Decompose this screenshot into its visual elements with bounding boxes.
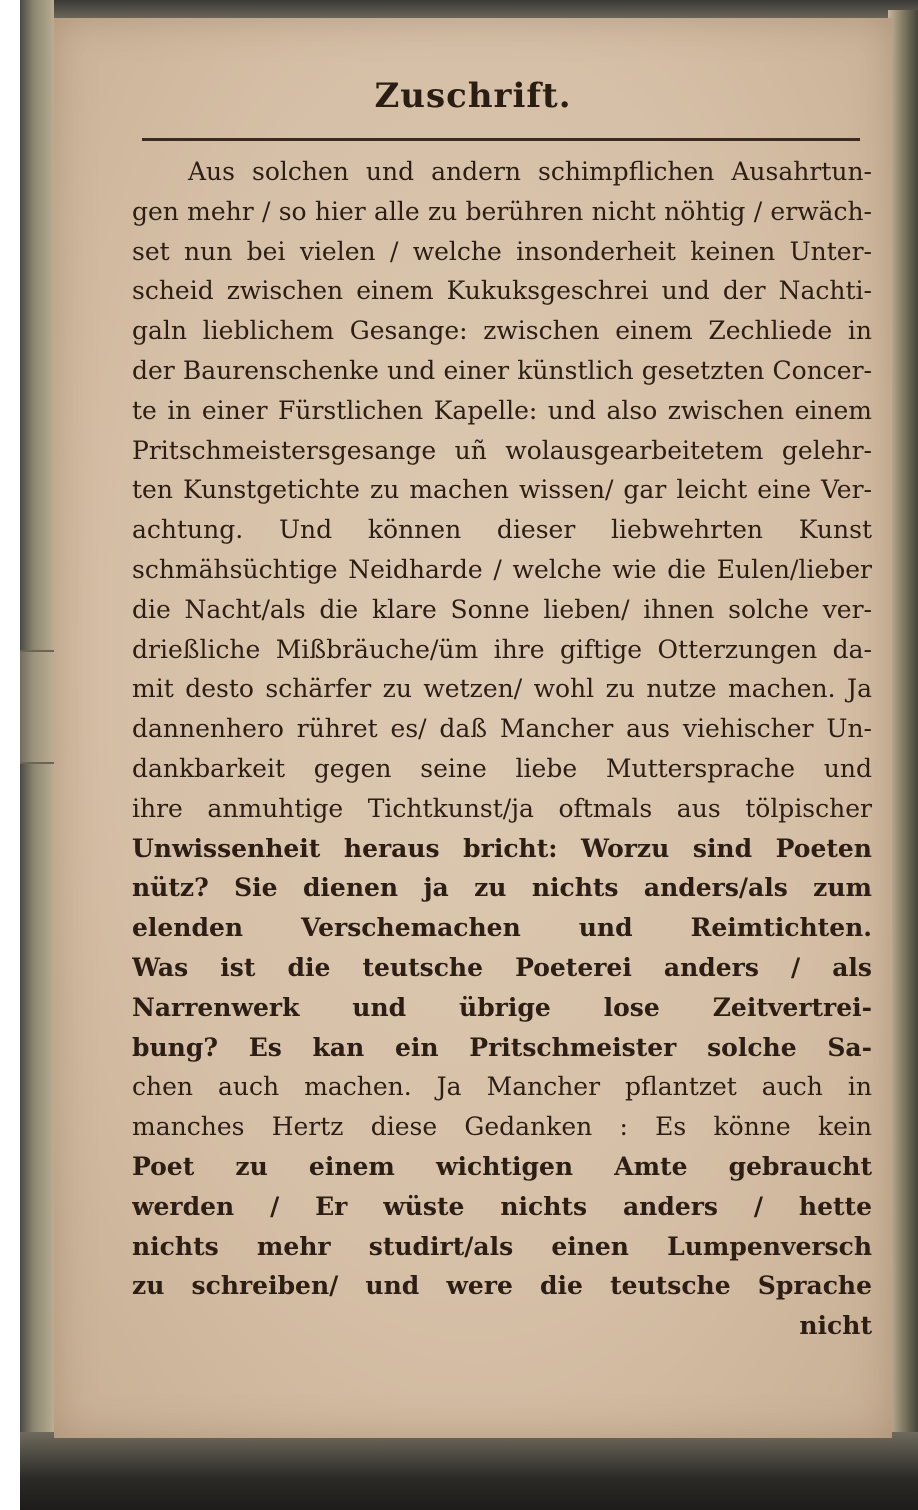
text-line: scheid zwischen einem Kukuksgeschrei und der Nachti- [132,276,872,306]
text-line: ten Kunstgetichte zu machen wissen/ gar leicht eine Ver- [132,475,872,505]
text-line: ihre anmuhtige Tichtkunst/ja oftmals aus tölpischer [132,793,872,823]
page-body-text [132,152,872,1346]
text-line: Pritschmeistersgesange uñ wolausgearbeitetem gelehr- [132,435,872,465]
book-cover-top-edge [20,0,918,18]
text-line: der Baurenschenke und einer künstlich gesetzten Concer- [132,355,872,385]
book-cover-bottom-edge [20,1432,918,1510]
text-line: te in einer Fürstlichen Kapelle: und also zwischen einem [132,395,872,425]
book-page [54,18,892,1438]
book-cover-right-edge [888,10,918,1450]
text-line: manches Hertz diese Gedanken : Es könne kein [132,1112,872,1142]
text-line: Poet zu einem wichtigen Amte gebraucht [132,1151,872,1181]
catchword: nicht [799,1311,872,1341]
text-line: werden / Er wüste nichts anders / hette [132,1191,872,1221]
text-line: nichts mehr studirt/als einen Lumpenversch [132,1231,872,1261]
text-line: zu schreiben/ und were die teutsche Sprache [132,1271,872,1301]
text-line: elenden Verschemachen und Reimtichten. [132,913,872,943]
text-line: chen auch machen. Ja Mancher pflantzet auch in [132,1072,872,1102]
text-line: set nun bei vielen / welche insonderheit keinen Unter- [132,236,872,266]
text-line: galn lieblichem Gesange: zwischen einem Zechliede in [132,316,872,346]
text-line: die Nacht/als die klare Sonne lieben/ ihnen solche ver- [132,594,872,624]
text-line: Unwissenheit heraus bricht: Worzu sind Poeten [132,833,872,863]
text-line: gen mehr / so hier alle zu berühren nicht nöhtig / erwäch- [132,196,872,226]
text-line: bung? Es kan ein Pritschmeister solche Sa- [132,1032,872,1062]
text-line: Aus solchen und andern schimpflichen Ausahrtun- [188,157,872,186]
text-line: schmähsüchtige Neidharde / welche wie die Eulen/lieber [132,554,872,584]
text-line: mit desto schärfer zu wetzen/ wohl zu nutze machen. Ja [132,674,872,704]
text-line: drießliche Mißbräuche/üm ihre giftige Otterzungen da- [132,634,872,664]
text-line: nütz? Sie dienen ja zu nichts anders/als zum [132,873,872,903]
text-line: achtung. Und können dieser liebwehrten Kunst [132,515,872,545]
text-line: Was ist die teutsche Poeterei anders / als [132,952,872,982]
header-rule [142,138,860,141]
text-line: dankbarkeit gegen seine liebe Muttersprache und [132,753,872,783]
text-line: dannenhero rühret es/ daß Mancher aus viehischer Un- [132,714,872,744]
page-header: Zuschrift. [374,76,572,116]
text-line: Narrenwerk und übrige lose Zeitvertrei- [132,992,872,1022]
